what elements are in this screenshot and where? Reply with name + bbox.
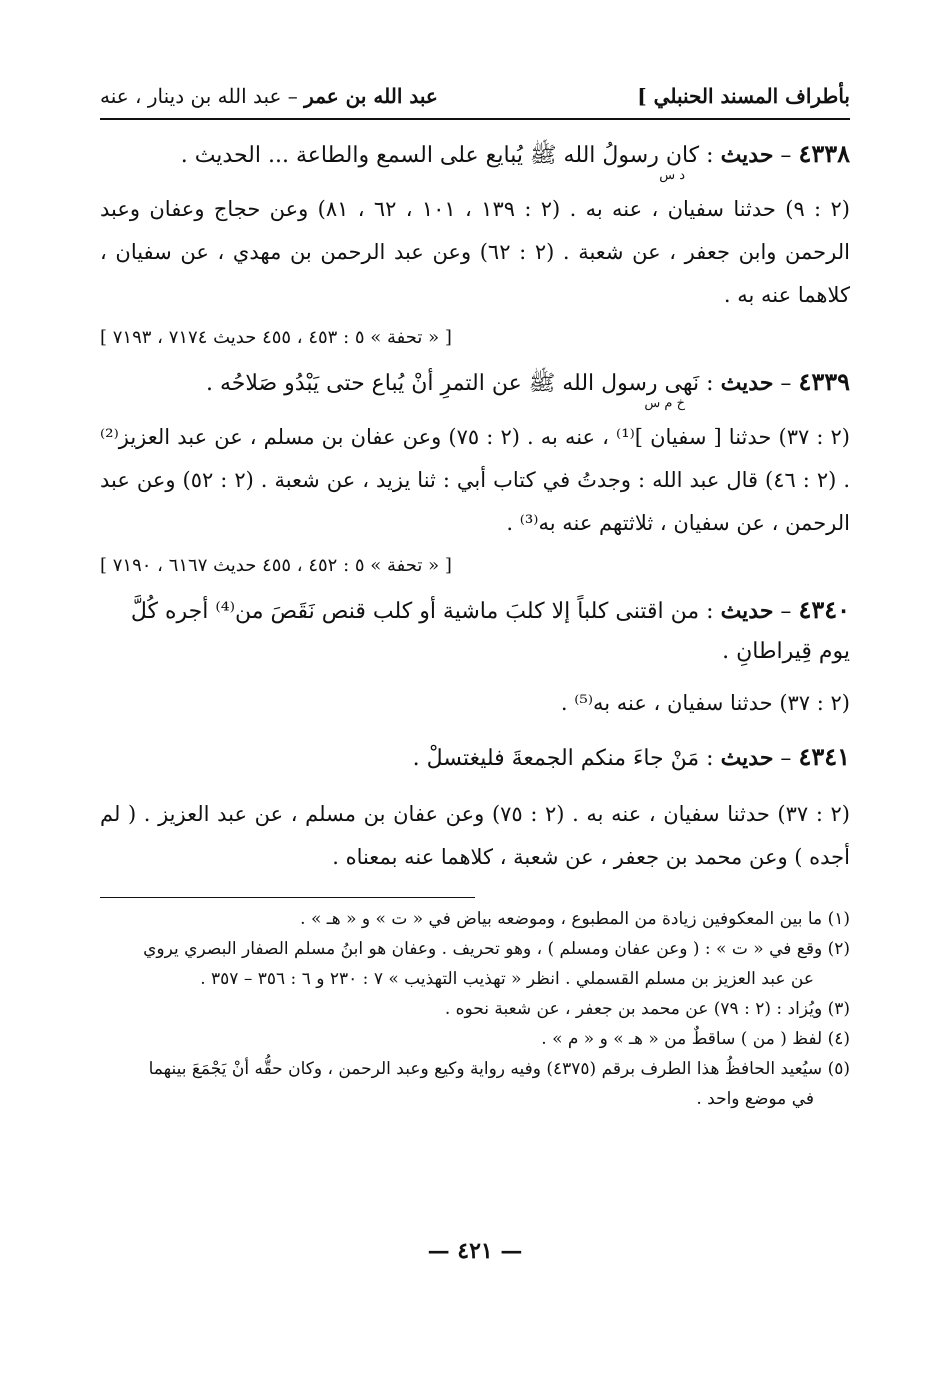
- hadith-text: من اقتنى كلباً إلا كلبَ ماشية أو كلب قنص نَقَصَ من⁽⁴⁾ أجره كُلَّ يوم قِيراطانِ .: [130, 599, 850, 664]
- hadith-number: ٤٣٣٩: [798, 367, 850, 396]
- hadith-sigla: د س: [659, 168, 685, 183]
- hadith-keyword: حديث: [720, 142, 774, 168]
- hadith-4340: [100, 590, 850, 725]
- hadith-keyword: حديث: [720, 598, 774, 624]
- hadith-heading: ٤٣٤٠ – حديث : من اقتنى كلباً إلا كلبَ ماشية أو كلب قنص نَقَصَ من⁽⁴⁾ أجره كُلَّ يوم قِيراطانِ .: [130, 595, 850, 664]
- header-chain: – عبد الله بن دينار ، عنه: [100, 84, 305, 108]
- hadith-heading: ٤٣٣٩ – حديث : نَهى رسول الله ﷺ عن التمرِ أنْ يُباع حتى يَبْدُو صَلاحُه .: [206, 367, 850, 396]
- hadith-keyword: حديث: [720, 370, 774, 396]
- hadith-4338: [100, 134, 850, 348]
- footnote-marker: (٤): [827, 1029, 850, 1049]
- hadith-chain: (٢ : ٣٧) حدثنا سفيان ، عنه به⁽⁵⁾ .: [560, 691, 850, 715]
- footnote-marker: (٢): [827, 939, 850, 959]
- footnote-marker: (٥): [827, 1059, 850, 1079]
- tuhfa-reference: [ « تحفة » ٥ : ٤٥٣ ، ٤٥٥ حديث ٧١٧٤ ، ٧١٩٣ ]: [100, 327, 452, 348]
- hadith-heading: ٤٣٤١ – حديث : مَنْ جاءَ منكم الجمعةَ فليغتسلْ .: [412, 742, 850, 771]
- header-chapter: [100, 84, 438, 108]
- footnote-continuation: عن عبد العزيز بن مسلم القسملي . انظر « تهذيب التهذيب » ٧ : ٢٣٠ و ٦ : ٣٥٦ – ٣٥٧ .: [200, 969, 814, 989]
- hadith-4339: [100, 362, 850, 576]
- hadith-number: ٤٣٤٠: [798, 595, 850, 624]
- footnote-text: لفظ ( من ) ساقطٌ من « هـ » و « م » .: [541, 1029, 823, 1049]
- header-narrator: عبد الله بن عمر: [304, 84, 438, 108]
- footnote-continuation: في موضع واحد .: [696, 1089, 814, 1109]
- hadith-chain: (٢ : ٣٧) حدثنا سفيان ، عنه به . (٢ : ٧٥) وعن عفان بن مسلم ، عن عبد العزيز . ( لم أجده ) وعن محمد بن جعفر ، عن شعبة ، كلاهما عنه بمعناه .: [100, 802, 850, 869]
- hadith-number: ٤٣٣٨: [798, 139, 850, 168]
- hadith-chain: (٢ : ٩) حدثنا سفيان ، عنه به . (٢ : ١٣٩ ، ١٠١ ، ٦٢ ، ٨١) وعن حجاج وعفان وعبد الرحمن وابن جعفر ، عن شعبة . (٢ : ٦٢) وعن عبد الرحمن بن مهدي ، عن سفيان ، كلاهما عنه به .: [100, 197, 850, 307]
- footnote-marker: (١): [827, 909, 850, 929]
- hadith-chain: (٢ : ٣٧) حدثنا [ سفيان ]⁽¹⁾ ، عنه به . (٢ : ٧٥) وعن عفان بن مسلم ، عن عبد العزيز⁽²⁾ . (٢ : ٤٦) قال عبد الله : وجدتُ في كتاب أبي : ثنا يزيد ، عن شعبة . (٢ : ٥٢) وعن عبد الرحمن ، عن سفيان ، ثلاثتهم عنه به⁽³⁾ .: [100, 425, 850, 535]
- footnotes: [100, 904, 850, 1114]
- page-number: — ٤٢١ —: [427, 1238, 523, 1264]
- hadith-sigla: خ م س: [644, 396, 685, 411]
- hadith-text: مَنْ جاءَ منكم الجمعةَ فليغتسلْ .: [412, 746, 700, 771]
- running-header: [100, 78, 850, 120]
- hadith-number: ٤٣٤١: [798, 742, 850, 771]
- hadith-keyword: حديث: [720, 745, 774, 771]
- footnote-5: [100, 1054, 850, 1114]
- footnote-4: [100, 1024, 850, 1054]
- footnote-1: [100, 904, 850, 934]
- footnote-text: وقع في « ت » : ( وعن عفان ومسلم ) ، وهو تحريف . وعفان هو ابنُ مسلم الصفار البصري يروي: [143, 939, 823, 959]
- footnote-separator: [100, 897, 475, 898]
- header-book-title: بأطراف المسند الحنبلي ]: [637, 84, 850, 108]
- footnote-3: [100, 994, 850, 1024]
- hadith-text: كان رسولُ الله ﷺ يُبايع على السمع والطاعة ... الحديث .: [180, 143, 700, 168]
- hadith-text: نَهى رسول الله ﷺ عن التمرِ أنْ يُباع حتى يَبْدُو صَلاحُه .: [206, 371, 700, 396]
- footnote-marker: (٣): [827, 999, 850, 1019]
- footnote-text: ما بين المعكوفين زيادة من المطبوع ، وموضعه بياض في « ت » و « هـ » .: [300, 909, 823, 929]
- hadith-heading: ٤٣٣٨ – حديث : كان رسولُ الله ﷺ يُبايع على السمع والطاعة ... الحديث .: [180, 139, 850, 168]
- hadith-4341: [100, 737, 850, 879]
- footnote-2: [100, 934, 850, 994]
- footnote-text: ويُزاد : (٢ : ٧٩) عن محمد بن جعفر ، عن شعبة نحوه .: [444, 999, 823, 1019]
- document-page: [100, 78, 850, 1264]
- tuhfa-reference: [ « تحفة » ٥ : ٤٥٢ ، ٤٥٥ حديث ٦١٦٧ ، ٧١٩٠ ]: [100, 555, 452, 576]
- footnote-text: سيُعيد الحافظُ هذا الطرف برقم (٤٣٧٥) وفيه رواية وكيع وعبد الرحمن ، وكان حقُّه أنْ يَجْمَعَ بينهما: [148, 1059, 823, 1079]
